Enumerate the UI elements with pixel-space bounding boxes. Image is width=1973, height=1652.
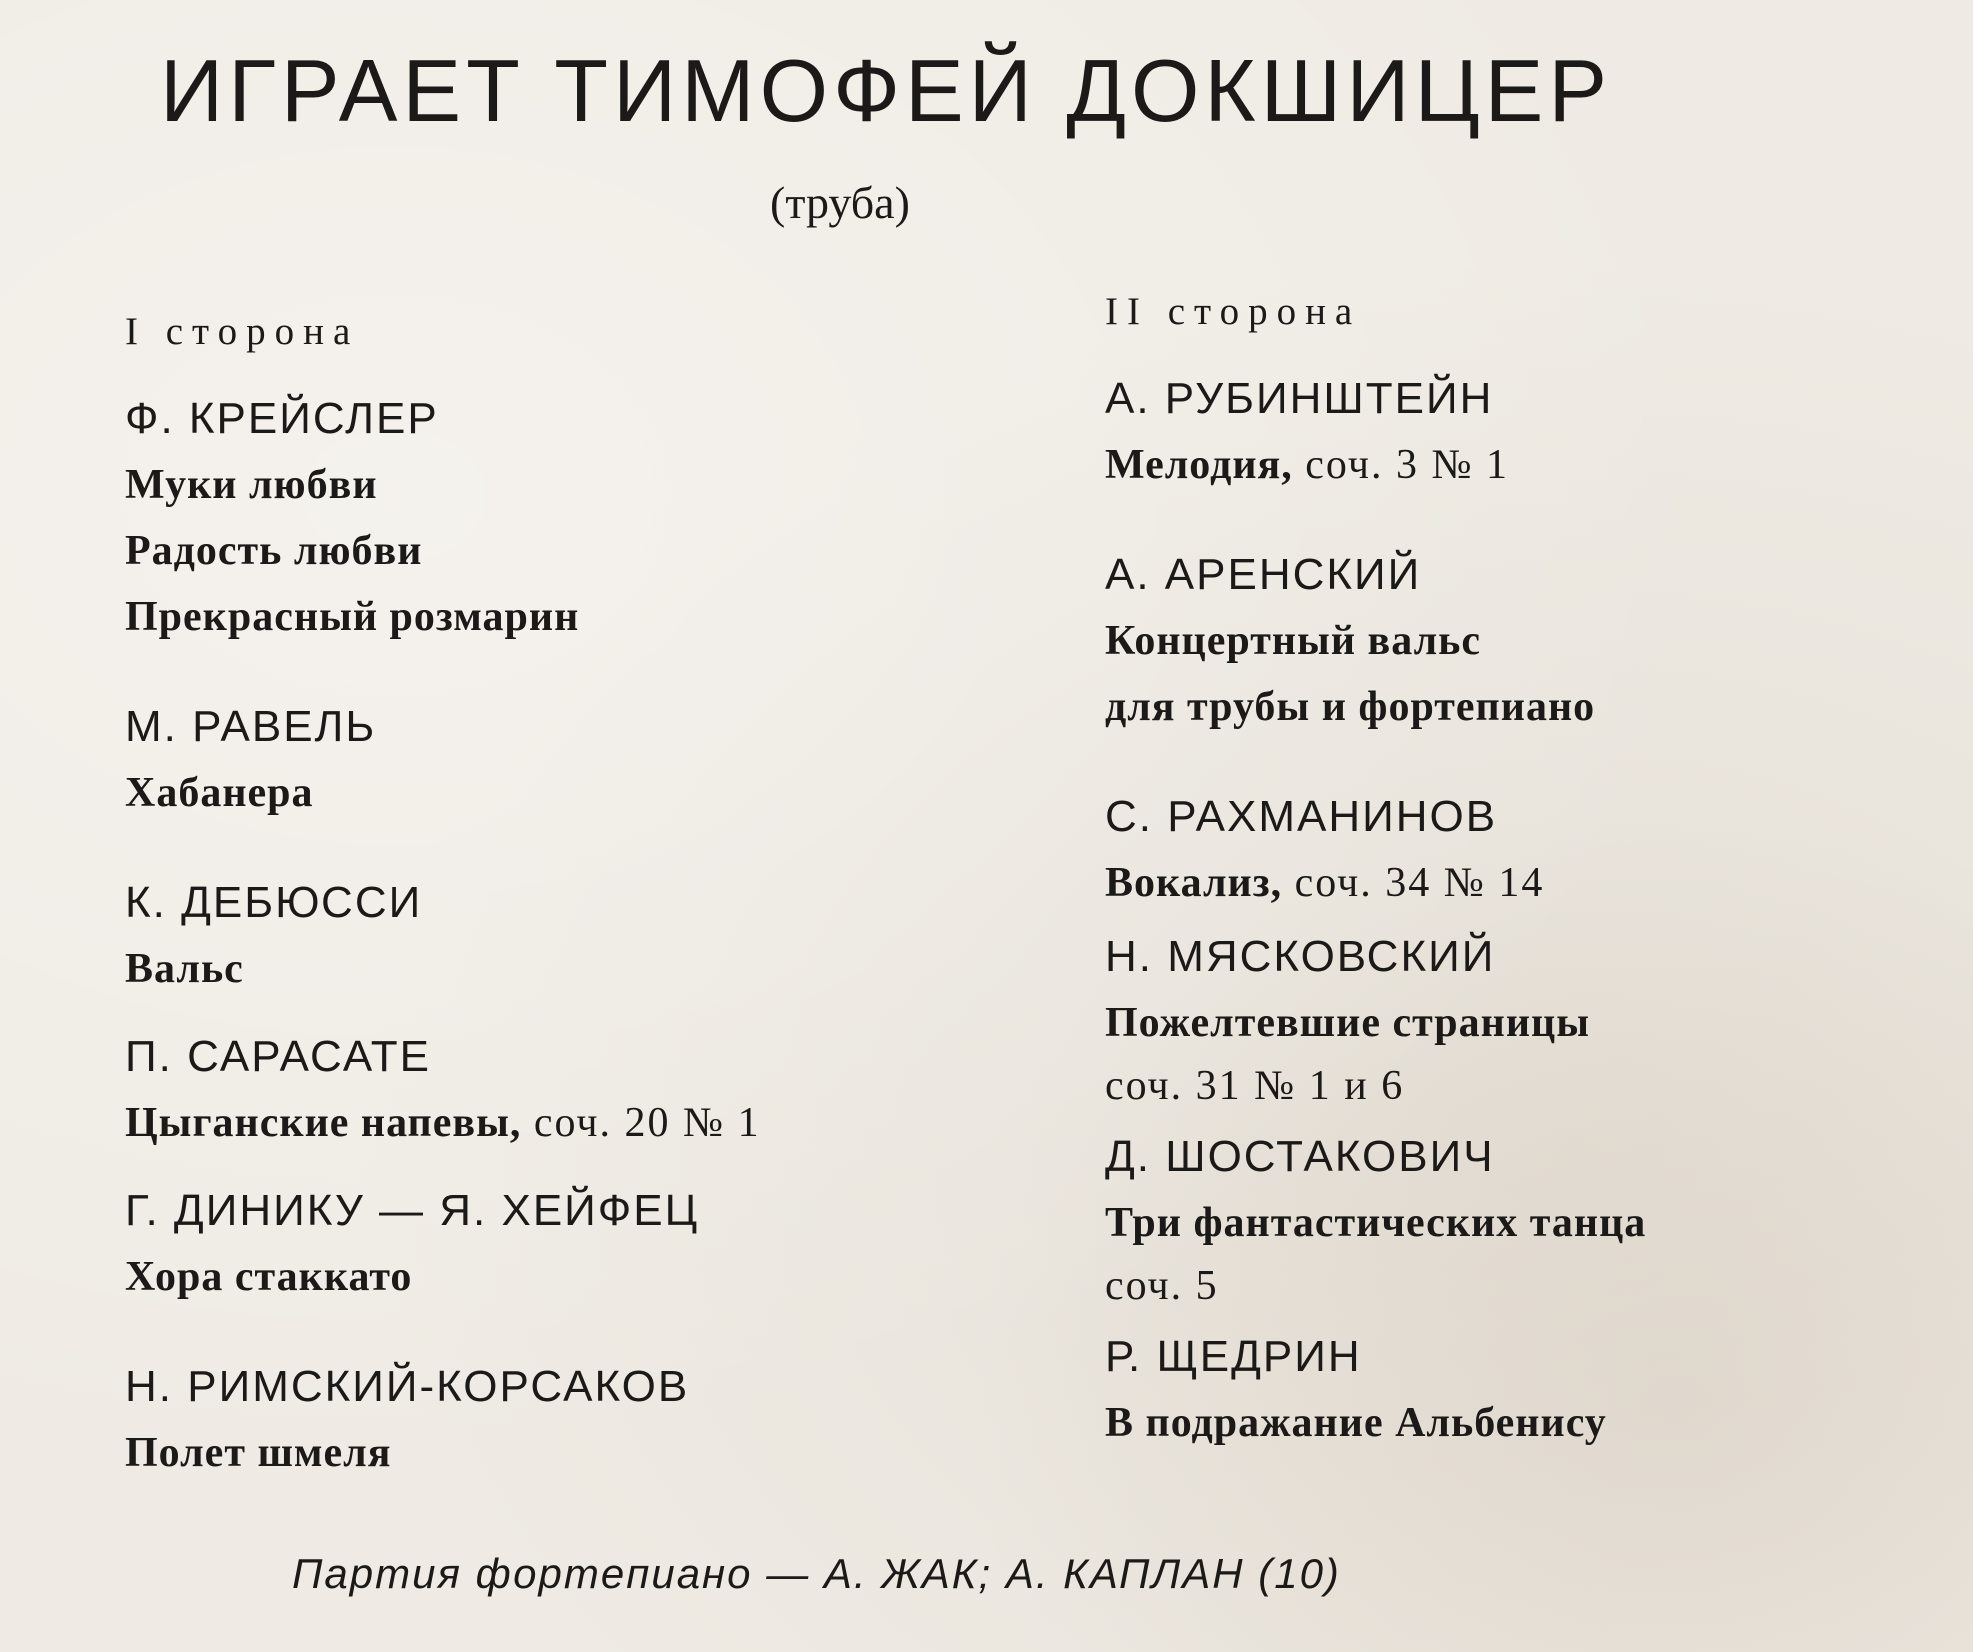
work-title-text: Концертный вальс xyxy=(1105,618,1481,664)
side-one-column xyxy=(125,300,1025,1486)
composer-name: К. ДЕБЮССИ xyxy=(125,878,423,927)
work-title xyxy=(1105,850,1925,916)
work-title xyxy=(1105,1190,1925,1256)
composer-name: Р. ЩЕДРИН xyxy=(1105,1332,1362,1381)
work-title-text: Вальс xyxy=(125,946,244,992)
work-title xyxy=(125,1090,1025,1156)
work-opus: соч. 20 № 1 xyxy=(521,1100,761,1146)
side-two-label: II сторона xyxy=(1105,290,1362,333)
composer-name: Г. ДИНИКУ — Я. ХЕЙФЕЦ xyxy=(125,1186,700,1235)
composer-name: А. РУБИНШТЕЙН xyxy=(1105,374,1494,423)
work-title xyxy=(125,936,1025,1002)
work-title xyxy=(125,584,1025,650)
work-title-text: Радость любви xyxy=(125,528,423,574)
work-title-text: Пожелтевшие страницы xyxy=(1105,1000,1591,1046)
work-opus: соч. 34 № 14 xyxy=(1282,860,1545,906)
work-title-text: Муки любви xyxy=(125,462,378,508)
work-title xyxy=(1105,674,1925,740)
composer-name: Н. МЯСКОВСКИЙ xyxy=(1105,932,1496,981)
work-title xyxy=(125,1244,1025,1310)
work-title xyxy=(125,760,1025,826)
work-title-text: Вокализ, xyxy=(1105,860,1283,906)
work-title-text: В подражание Альбенису xyxy=(1105,1400,1607,1446)
side-one-label: I сторона xyxy=(125,310,360,353)
work-title xyxy=(1105,608,1925,674)
composer-name: Н. РИМСКИЙ-КОРСАКОВ xyxy=(125,1362,690,1411)
work-title-text: Полет шмеля xyxy=(125,1430,392,1476)
work-opus-line: соч. 31 № 1 и 6 xyxy=(1105,1063,1405,1109)
album-title: ИГРАЕТ ТИМОФЕЙ ДОКШИЦЕР xyxy=(160,41,1613,140)
work-title-text: Прекрасный розмарин xyxy=(125,594,580,640)
composer-name: П. САРАСАТЕ xyxy=(125,1032,431,1081)
composer-name: Ф. КРЕЙСЛЕР xyxy=(125,394,439,443)
work-title-text: Хабанера xyxy=(125,770,314,816)
work-title xyxy=(1105,990,1925,1056)
work-title-text: для трубы и фортепиано xyxy=(1105,684,1596,730)
composer-name: Д. ШОСТАКОВИЧ xyxy=(1105,1132,1495,1181)
instrument-subtitle: (труба) xyxy=(770,177,910,228)
pianist-credit: Партия фортепиано — А. ЖАК; А. КАПЛАН (10) xyxy=(292,1550,1341,1597)
work-opus: соч. 3 № 1 xyxy=(1292,442,1510,488)
work-title xyxy=(125,1420,1025,1486)
work-title-text: Хора стаккато xyxy=(125,1254,413,1300)
composer-name: М. РАВЕЛЬ xyxy=(125,702,377,751)
composer-name: С. РАХМАНИНОВ xyxy=(1105,792,1498,841)
work-title-text: Цыганские напевы, xyxy=(125,1100,522,1146)
composer-name: А. АРЕНСКИЙ xyxy=(1105,550,1422,599)
work-title xyxy=(125,452,1025,518)
work-title-text: Мелодия, xyxy=(1105,442,1293,488)
work-title-text: Три фантастических танца xyxy=(1105,1200,1647,1246)
work-title xyxy=(125,518,1025,584)
side-two-column xyxy=(1105,280,1925,1456)
work-title xyxy=(1105,432,1925,498)
work-opus-line: соч. 5 xyxy=(1105,1263,1219,1309)
work-title xyxy=(1105,1390,1925,1456)
